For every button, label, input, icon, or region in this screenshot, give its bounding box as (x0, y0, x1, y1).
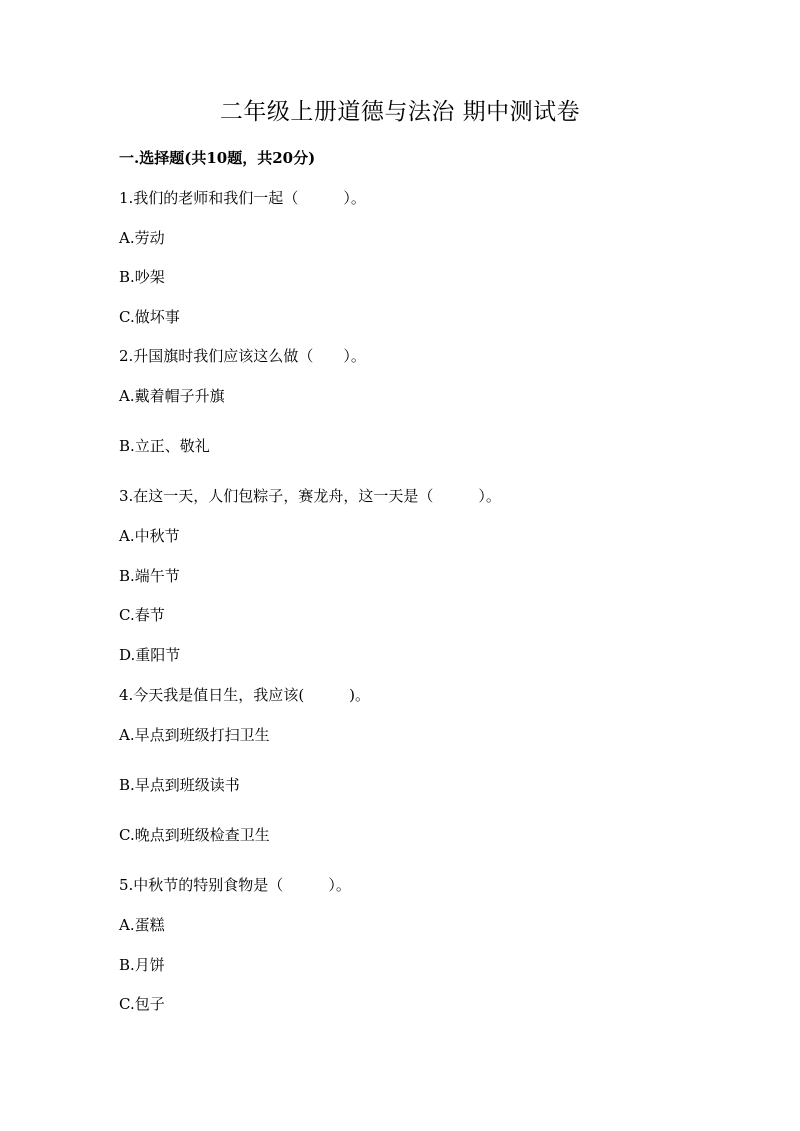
question-5-option-b: B.月饼 (119, 956, 165, 974)
question-3-stem: 3.在这一天，人们包粽子，赛龙舟，这一天是（ ）。 (119, 487, 501, 505)
question-1-option-b: B.吵架 (119, 268, 165, 286)
question-2-option-a: A.戴着帽子升旗 (119, 387, 225, 405)
question-1-stem: 1.我们的老师和我们一起（ ）。 (119, 189, 366, 207)
exam-title: 二年级上册道德与法治 期中测试卷 (219, 99, 581, 125)
section-heading: 一.选择题(共10题，共20分) (119, 149, 316, 167)
question-5-option-a: A.蛋糕 (119, 916, 165, 934)
question-3-option-c: C.春节 (119, 606, 165, 624)
question-4-option-c: C.晚点到班级检查卫生 (119, 826, 270, 844)
question-2-option-b: B.立正、敬礼 (119, 437, 210, 455)
question-2-stem: 2.升国旗时我们应该这么做（ ）。 (119, 347, 366, 365)
question-4-stem: 4.今天我是值日生，我应该( )。 (119, 686, 371, 704)
question-4-option-b: B.早点到班级读书 (119, 776, 240, 794)
question-1-option-c: C.做坏事 (119, 308, 180, 326)
question-3-option-a: A.中秋节 (119, 527, 180, 545)
question-3-option-b: B.端午节 (119, 567, 180, 585)
question-3-option-d: D.重阳节 (119, 646, 181, 664)
question-1-option-a: A.劳动 (119, 229, 165, 247)
question-5-option-c: C.包子 (119, 995, 165, 1013)
question-5-stem: 5.中秋节的特别食物是（ ）。 (119, 876, 351, 894)
question-4-option-a: A.早点到班级打扫卫生 (119, 726, 270, 744)
